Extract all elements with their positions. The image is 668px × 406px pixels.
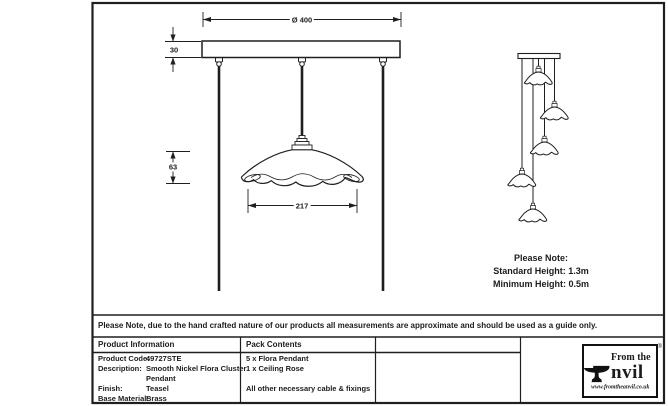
height-note-minimum: Minimum Height: 0.5m <box>492 279 589 289</box>
product-code-value: 49727STE <box>146 354 182 363</box>
ceiling-plate-side <box>518 54 560 59</box>
dim-label-plate-thickness: 30 <box>169 45 179 54</box>
ceiling-plate-front <box>202 41 400 58</box>
description-value: Smooth Nickel Flora Cluster <box>146 364 247 373</box>
height-note-standard: Standard Height: 1.3m <box>493 266 589 276</box>
height-note <box>461 252 621 291</box>
brand-logo <box>582 344 662 398</box>
pack-item: 5 x Flora Pendant <box>246 354 309 363</box>
pack-item: All other necessary cable & fixings <box>246 384 371 393</box>
finish-label: Finish: <box>98 384 123 393</box>
anvil-icon <box>584 365 610 383</box>
pack-item: 1 x Ceiling Rose <box>246 364 304 373</box>
brand-prefix: From the <box>611 352 651 363</box>
brand-name: nvil <box>611 362 644 383</box>
dim-label-shade-height: 63 <box>168 162 178 172</box>
header-pack-contents: Pack Contents <box>246 340 302 349</box>
dim-label-shade-diameter: 217 <box>295 201 309 211</box>
cord-grips <box>216 58 387 67</box>
table-row <box>98 354 238 364</box>
table-row <box>98 384 238 394</box>
sheet-frame <box>93 3 665 403</box>
base-material-label: Base Material: <box>98 394 149 403</box>
height-note-title: Please Note: <box>513 253 569 263</box>
disclaimer-bar: Please Note, due to the hand crafted nature of our products all measurements are approximate and should be used as a guide only. <box>98 321 598 330</box>
cluster-side-view <box>508 54 568 222</box>
flora-shade-front <box>241 150 363 186</box>
product-code-label: Product Code: <box>98 354 150 363</box>
registered-mark: ® <box>657 344 662 350</box>
header-product-information: Product Information <box>98 340 175 349</box>
table-row <box>98 364 247 374</box>
base-material-value: Brass <box>146 394 167 403</box>
finish-value: Teasel <box>146 384 169 393</box>
brand-website: www.fromtheanvil.co.uk <box>590 384 650 391</box>
description-label: Description: <box>98 364 142 373</box>
description-value-2: Pendant <box>146 374 176 383</box>
lamp-fitting <box>292 136 312 151</box>
table-row <box>98 394 238 404</box>
dim-label-diameter: Ø 400 <box>291 15 313 25</box>
table-row <box>98 374 238 384</box>
